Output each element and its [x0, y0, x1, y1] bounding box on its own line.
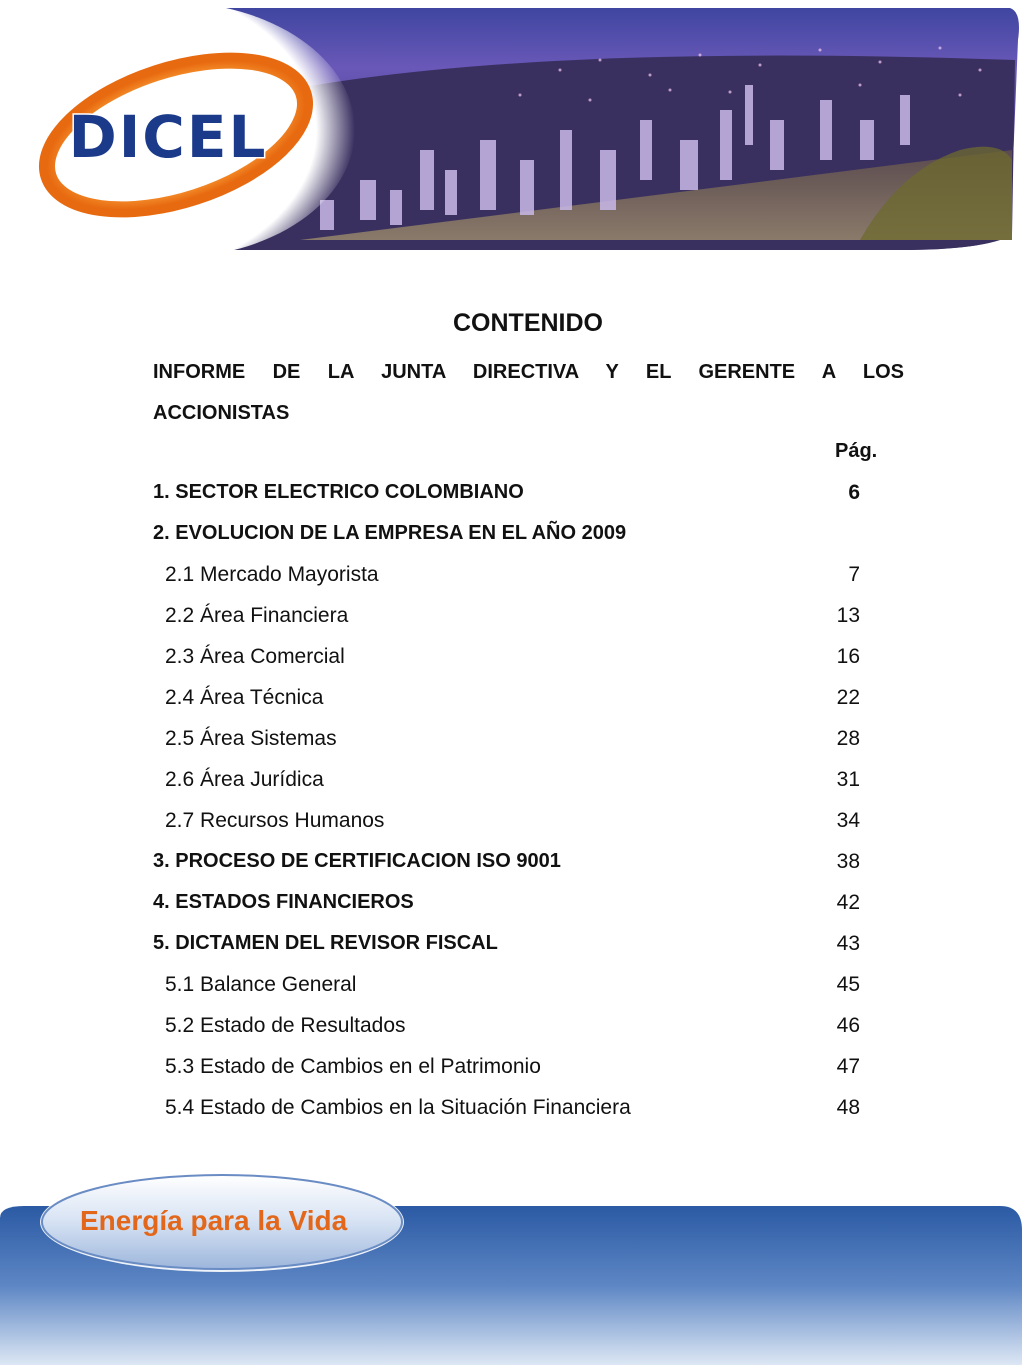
toc-entry-title: 2.2 Área Financiera [165, 604, 349, 627]
toc-entry-title: 5.3 Estado de Cambios en el Patrimonio [165, 1055, 541, 1078]
toc-entry-page: 46 [836, 1014, 860, 1037]
page-column-label: Pág. [835, 440, 878, 462]
toc-entry-title: 2.7 Recursos Humanos [165, 809, 385, 832]
toc-entry [0, 636, 1024, 677]
toc-entry-title: 4. ESTADOS FINANCIEROS [153, 891, 414, 913]
toc-entry [0, 554, 1024, 595]
report-heading [153, 352, 904, 434]
toc-entry-title: 2.3 Área Comercial [165, 645, 345, 668]
toc-entry-title: 5.1 Balance General [165, 973, 357, 996]
toc-entry-title: 5. DICTAMEN DEL REVISOR FISCAL [153, 932, 498, 954]
toc-entry-page: 34 [836, 809, 860, 832]
toc-entry [0, 677, 1024, 718]
slogan: Energía para la Vida [80, 1205, 348, 1236]
toc-entry [0, 513, 1024, 554]
toc-entry [0, 882, 1024, 923]
footer-band [0, 1170, 1024, 1365]
toc-entry-page: 28 [836, 727, 860, 750]
toc-entry [0, 759, 1024, 800]
report-heading-line-1: INFORME DE LA JUNTA DIRECTIVA Y EL GERENTE A LOS [153, 361, 904, 383]
toc-entry [0, 1087, 1024, 1128]
toc-entry-page: 22 [836, 686, 860, 709]
toc-entry-title: 3. PROCESO DE CERTIFICACION ISO 9001 [153, 850, 561, 872]
toc-entry-title: 2.6 Área Jurídica [165, 768, 324, 791]
toc-entry-page: 13 [836, 604, 860, 627]
header-banner [0, 0, 1024, 265]
toc-entry [0, 841, 1024, 882]
toc-entry [0, 1005, 1024, 1046]
toc-entry-title: 2. EVOLUCION DE LA EMPRESA EN EL AÑO 2009 [153, 522, 627, 544]
toc-entry-title: 2.1 Mercado Mayorista [165, 563, 379, 586]
toc-entry-page: 43 [836, 932, 860, 955]
toc-entry [0, 923, 1024, 964]
toc-entry-page: 42 [836, 891, 860, 914]
toc-entry [0, 1046, 1024, 1087]
toc-entry [0, 800, 1024, 841]
toc-entry-title: 5.2 Estado de Resultados [165, 1014, 406, 1037]
page-header [0, 0, 1024, 265]
report-heading-line-2: ACCIONISTAS [153, 402, 290, 424]
table-of-contents [0, 472, 1024, 1128]
toc-entry-page: 7 [848, 563, 860, 586]
toc-entry [0, 472, 1024, 513]
page-title: CONTENIDO [453, 309, 603, 337]
toc-entry-title: 5.4 Estado de Cambios en la Situación Financiera [165, 1096, 631, 1119]
toc-entry-title: 2.4 Área Técnica [165, 686, 324, 709]
toc-entry-page: 47 [836, 1055, 860, 1078]
toc-entry-page: 31 [836, 768, 860, 791]
toc-entry [0, 595, 1024, 636]
page-footer [0, 1170, 1024, 1365]
toc-entry-page: 38 [836, 850, 860, 873]
toc-entry-page: 16 [836, 645, 860, 668]
toc-entry-page: 48 [836, 1096, 860, 1119]
toc-entry-title: 1. SECTOR ELECTRICO COLOMBIANO [153, 481, 524, 503]
toc-entry-title: 2.5 Área Sistemas [165, 727, 337, 750]
toc-entry [0, 964, 1024, 1005]
toc-entry [0, 718, 1024, 759]
svg-text:DICEL: DICEL [68, 103, 268, 171]
toc-entry-page: 6 [848, 481, 860, 504]
toc-entry-page: 45 [836, 973, 860, 996]
